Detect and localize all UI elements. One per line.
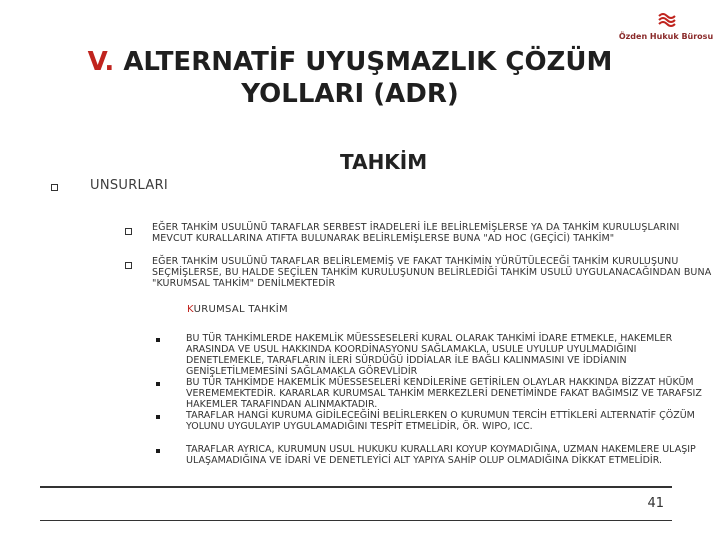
logo-mark-icon xyxy=(656,12,678,28)
slide-title xyxy=(40,46,660,110)
bullet-icon xyxy=(156,338,160,342)
subsection-label xyxy=(187,304,288,315)
page-number: 41 xyxy=(647,496,664,511)
footer-rule-top xyxy=(40,486,672,488)
section-item-2: EĞER TAHKİM USULÜNÜ TARAFLAR BELİRLEMEMİŞ VE FAKAT TAHKİMİN YÜRÜTÜLECEĞİ TAHKİM KURULUŞUNU SEÇMİŞLERSE, BU HALDE SEÇİLEN TAHKİM KURULUŞUNUN BELİRLEDİĞİ TAHKİM USULÜ UYGULANACAĞINDAN BUNA "KURUMSAL TAHKİM" DENİLMEKTEDİR xyxy=(152,256,712,289)
item-bullet-icon xyxy=(125,228,132,235)
logo-text: Özden Hukuk Bürosu xyxy=(618,32,714,41)
slide-subtitle: TAHKİM xyxy=(340,150,428,174)
title-line-2: YOLLARI (ADR) xyxy=(241,79,459,109)
subsection-label-rest: URUMSAL TAHKİM xyxy=(193,304,288,315)
bullet-icon xyxy=(156,449,160,453)
kurumsal-bullet-1: BU TÜR TAHKİMLERDE HAKEMLİK MÜESSESELERİ KURAL OLARAK TAHKİMİ İDARE ETMEKLE, HAKEMLER ARASINDA VE USUL HAKKINDA KOORDİNASYONU SAĞLAMAKLA, USULE UYULUP UYULMADIĞINI DENETLEMEKLE, TARAFLARIN İLERİ SÜRDÜĞÜ İDDİALAR İLE BAĞLI KALINMASINI VE İDDİANIN GENİŞLETİLMEMESİNİ SAĞLAMAKLA GÖREVLİDİR xyxy=(186,333,673,377)
title-line-1 xyxy=(40,46,660,78)
footer-rule-bottom xyxy=(40,520,672,521)
section-item-1: EĞER TAHKİM USULÜNÜ TARAFLAR SERBEST İRADELERİ İLE BELİRLEMİŞLERSE YA DA TAHKİM KURULUŞLARINI MEVCUT KURALLARINA ATIFTA BULUNARAK BELİRLEMİŞLERSE BUNA "AD HOC (GEÇİCİ) TAHKİM" xyxy=(152,222,680,244)
section-bullet-icon xyxy=(51,184,58,191)
item-bullet-icon xyxy=(125,262,132,269)
law-firm-logo xyxy=(614,12,718,48)
section-label: UNSURLARI xyxy=(90,178,169,193)
bullet-icon xyxy=(156,382,160,386)
title-line-1-text: ALTERNATİF UYUŞMAZLIK ÇÖZÜM xyxy=(123,47,613,77)
kurumsal-bullet-3: TARAFLAR HANGİ KURUMA GİDİLECEĞİNİ BELİRLERKEN O KURUMUN TERCİH ETTİKLERİ ALTERNATİF ÇÖZÜM YOLUNU UYGULAYIP UYGULAMADIĞINI TESPİT ETMELİDİR, ÖR. WIPO, ICC. xyxy=(186,410,695,432)
bullet-icon xyxy=(156,415,160,419)
subsection-label-initial: K xyxy=(187,304,194,315)
kurumsal-bullet-4: TARAFLAR AYRICA, KURUMUN USUL HUKUKU KURALLARI KOYUP KOYMADIĞINA, UZMAN HAKEMLERE ULAŞIP ULAŞAMADIĞINA VE İDARİ VE DENETLEYİCİ ALT YAPIYA SAHİP OLUP OLMADIĞINA DİKKAT ETMELİDİR. xyxy=(186,444,696,466)
kurumsal-bullet-2: BU TÜR TAHKİMDE HAKEMLİK MÜESSESELERİ KENDİLERİNE GETİRİLEN OLAYLAR HAKKINDA BİZZAT HÜKÜM VEREMEMEKTEDİR. KARARLAR KURUMSAL TAHKİM MERKEZLERİ DENETİMİNDE FAKAT BAĞIMSIZ VE TARAFSIZ HAKEMLER TARAFINDAN ALINMAKTADIR. xyxy=(186,377,702,410)
title-roman-numeral: V. xyxy=(87,47,115,77)
